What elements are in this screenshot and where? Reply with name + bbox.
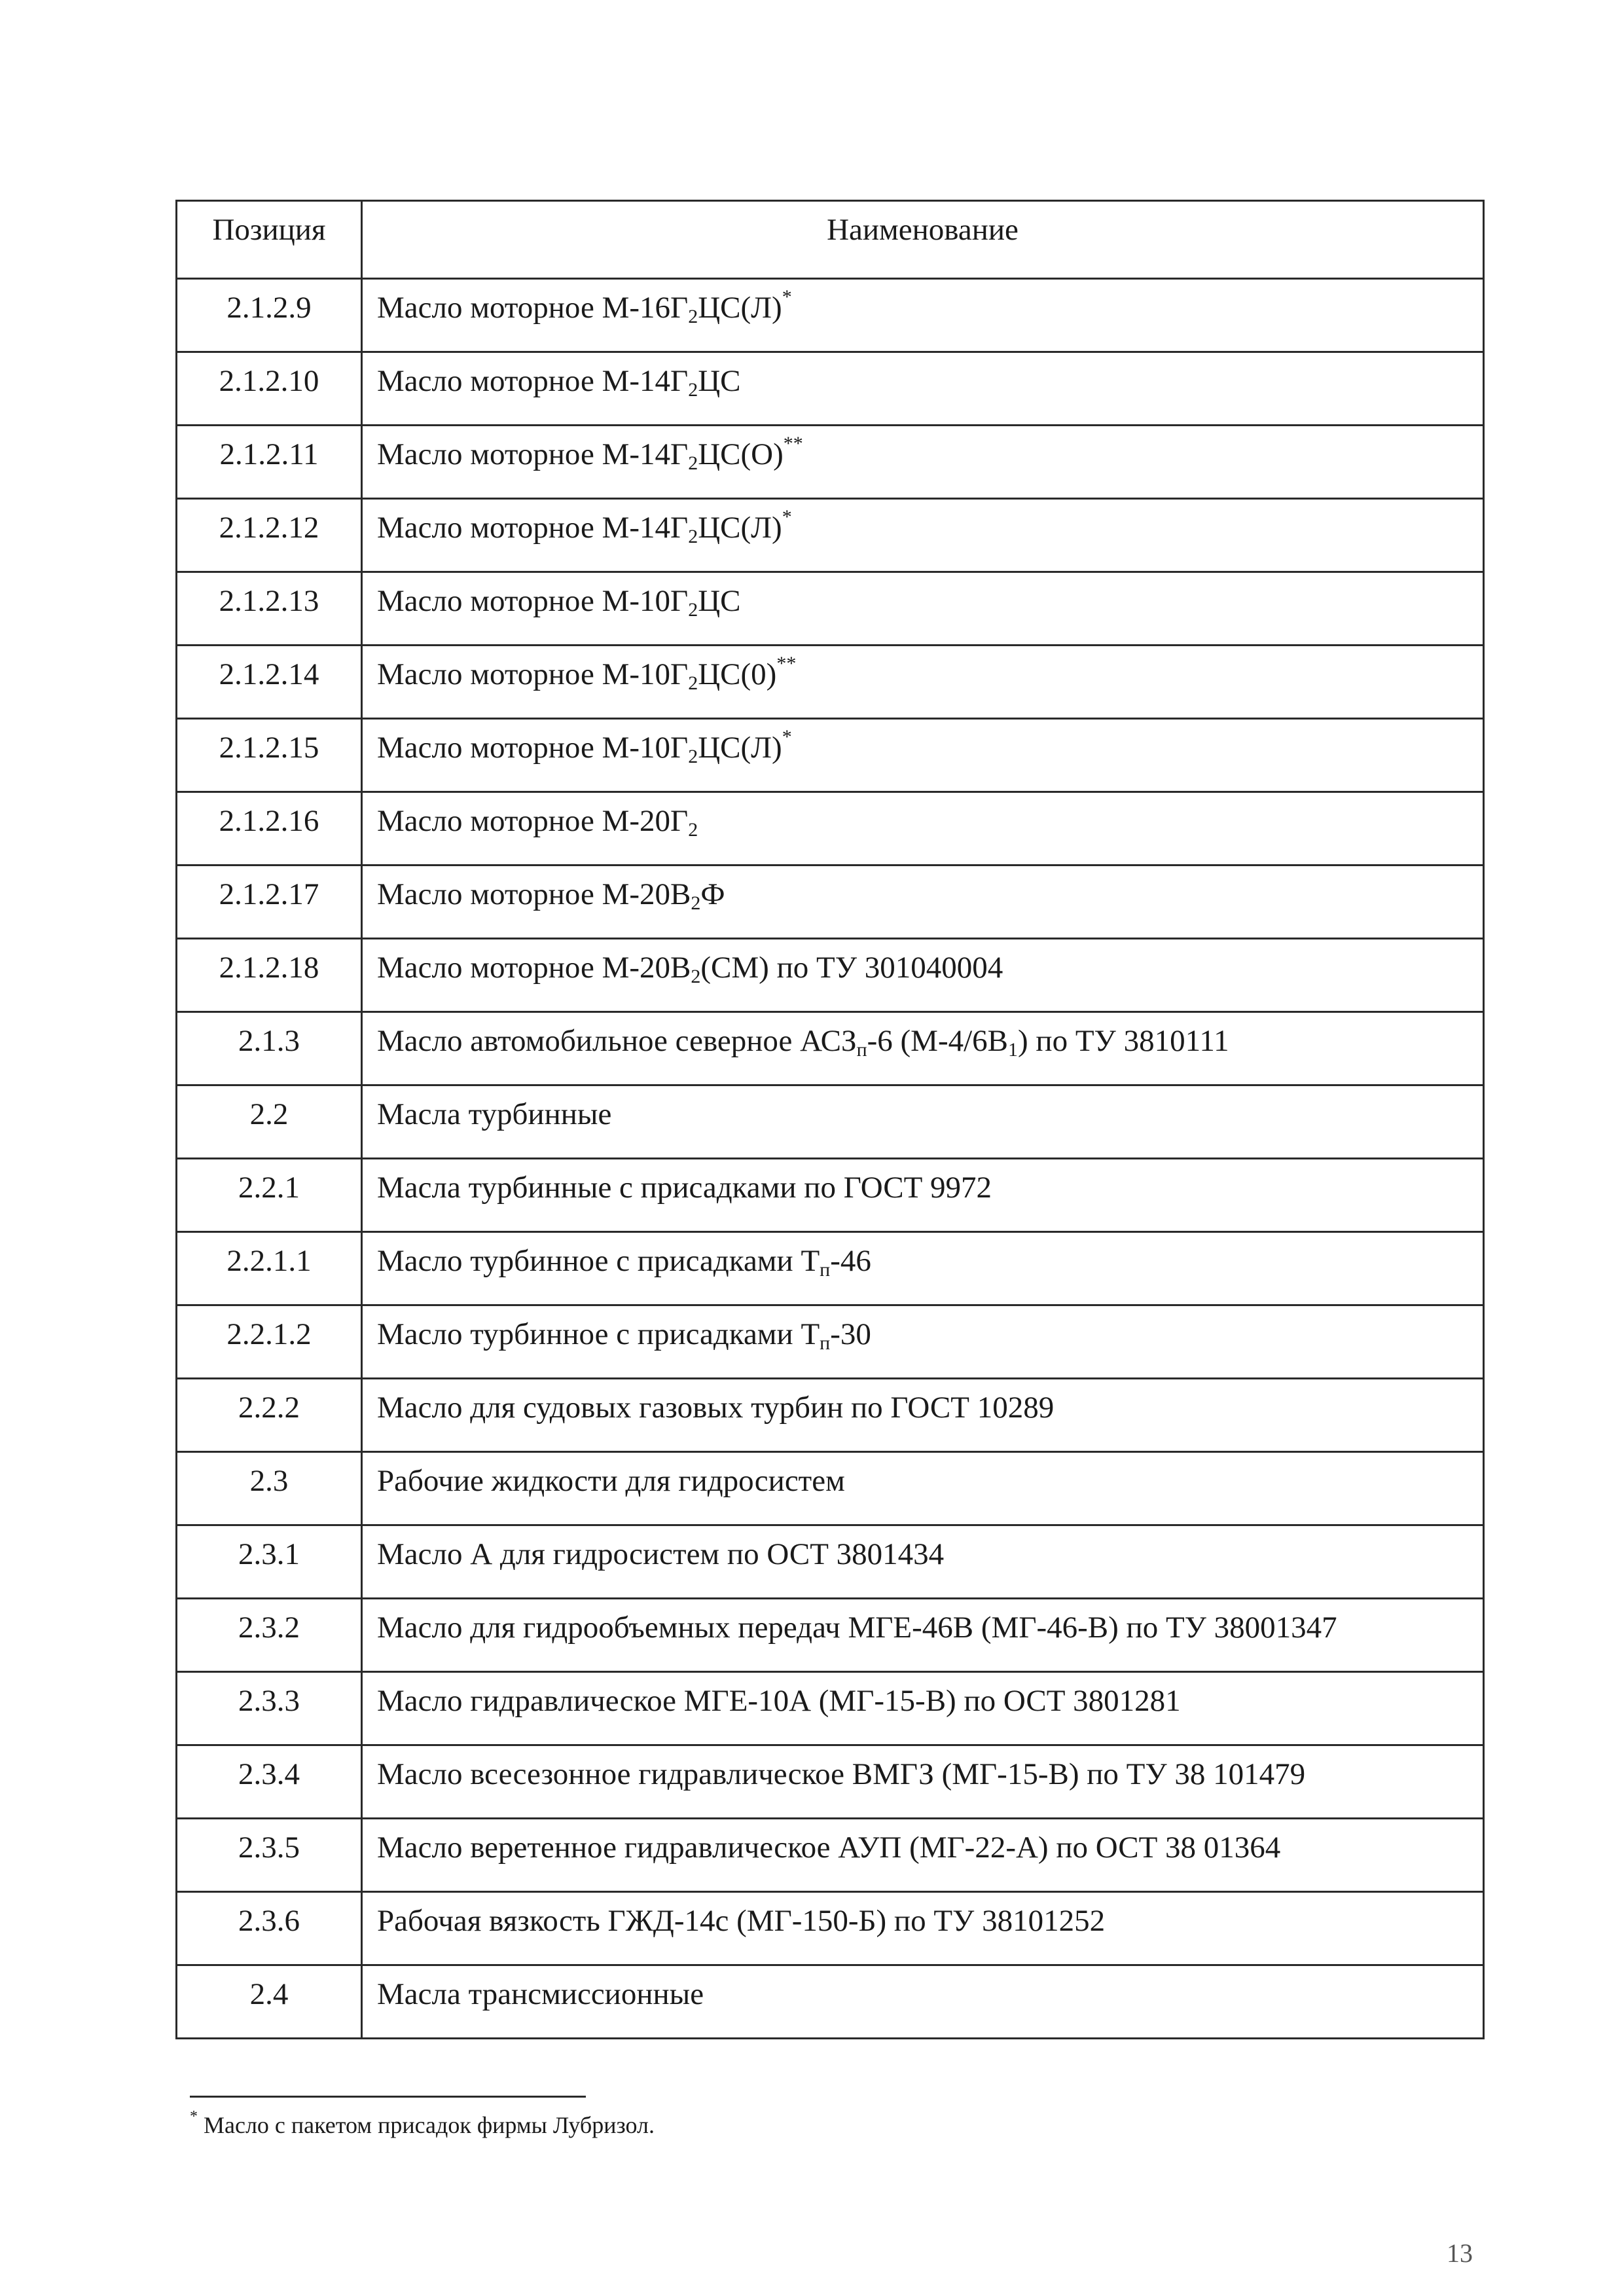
row-position: 2.2.1 <box>177 1159 363 1231</box>
row-name <box>363 1306 1483 1377</box>
name-text: Масло всесезонное гидравлическое ВМГЗ (МГ-15-В) по ТУ 38 101479 <box>377 1757 1306 1791</box>
row-position: 2.1.2.15 <box>177 720 363 791</box>
name-text: Масло моторное М-10Г <box>377 584 689 618</box>
name-text: ЦС(0) <box>698 657 777 691</box>
products-table <box>175 200 1485 2039</box>
row-position: 2.3.4 <box>177 1746 363 1817</box>
footnote <box>190 2108 655 2139</box>
page-number: 13 <box>1447 2238 1473 2268</box>
row-name <box>363 1966 1483 2037</box>
table-row <box>177 424 1483 498</box>
table-row <box>177 1524 1483 1597</box>
name-text: Масло веретенное гидравлическое АУП (МГ-22-А) по ОСТ 38 01364 <box>377 1831 1281 1865</box>
row-position: 2.2.2 <box>177 1379 363 1451</box>
table-row <box>177 791 1483 864</box>
subscript: 2 <box>688 526 698 547</box>
subscript: 2 <box>688 746 698 767</box>
table-row <box>177 498 1483 571</box>
row-name <box>363 280 1483 351</box>
row-name <box>363 1526 1483 1597</box>
row-position: 2.1.2.16 <box>177 793 363 864</box>
table-row <box>177 1304 1483 1377</box>
row-name <box>363 1159 1483 1231</box>
name-text: Масло для гидрообъемных передач МГЕ-46В (МГ-46-В) по ТУ 38001347 <box>377 1611 1337 1645</box>
subscript: 2 <box>688 819 698 841</box>
row-name <box>363 1086 1483 1157</box>
row-position: 2.3.5 <box>177 1819 363 1891</box>
name-text: Масло А для гидросистем по ОСТ 3801434 <box>377 1537 945 1571</box>
column-header-name: Наименование <box>827 213 1019 247</box>
row-position: 2.1.2.14 <box>177 646 363 718</box>
subscript: 2 <box>691 892 701 914</box>
row-position: 2.2.1.1 <box>177 1233 363 1304</box>
row-position: 2.3.2 <box>177 1599 363 1671</box>
table-row <box>177 1817 1483 1891</box>
name-text: Масло моторное М-20Г <box>377 804 689 838</box>
subscript: 2 <box>688 306 698 327</box>
name-text: ЦС(Л) <box>698 291 782 325</box>
table-row <box>177 1671 1483 1744</box>
name-text: Рабочая вязкость ГЖД-14с (МГ-150-Б) по ТУ 38101252 <box>377 1904 1106 1938</box>
name-text: Масло гидравлическое МГЕ-10А (МГ-15-В) по ОСТ 3801281 <box>377 1684 1181 1718</box>
name-text: Масло автомобильное северное АСЗ <box>377 1024 857 1058</box>
name-text: Масло турбинное с присадками Т <box>377 1244 820 1278</box>
row-name <box>363 573 1483 644</box>
subscript: 2 <box>688 452 698 474</box>
row-position: 2.3.6 <box>177 1893 363 1964</box>
subscript: 2 <box>688 379 698 401</box>
row-position: 2.2 <box>177 1086 363 1157</box>
row-name <box>363 353 1483 424</box>
footnote-ref: * <box>782 506 792 528</box>
footnote-text: Масло с пакетом присадок фирмы Лубризол. <box>204 2112 655 2138</box>
subscript: 2 <box>688 672 698 694</box>
row-position: 2.1.2.18 <box>177 939 363 1011</box>
row-position: 2.3 <box>177 1453 363 1524</box>
name-text: Масло моторное М-14Г <box>377 437 689 471</box>
row-name <box>363 1233 1483 1304</box>
name-text: Масло моторное М-14Г <box>377 364 689 398</box>
table-row <box>177 938 1483 1011</box>
name-text: Масла турбинные с присадками по ГОСТ 9972 <box>377 1171 992 1205</box>
subscript: 2 <box>691 966 701 987</box>
name-text: ЦС <box>698 584 741 618</box>
name-text: ЦС <box>698 364 741 398</box>
row-name <box>363 1746 1483 1817</box>
table-row <box>177 1891 1483 1964</box>
name-text: -6 (М-4/6В <box>867 1024 1009 1058</box>
row-position: 2.1.2.12 <box>177 500 363 571</box>
table-row <box>177 1084 1483 1157</box>
footnote-ref: ** <box>783 433 803 454</box>
name-text: -46 <box>830 1244 871 1278</box>
table-row <box>177 718 1483 791</box>
name-text: ЦС(Л) <box>698 731 782 765</box>
row-name <box>363 500 1483 571</box>
row-name <box>363 1013 1483 1084</box>
subscript: 1 <box>1008 1039 1019 1061</box>
row-position: 2.1.2.17 <box>177 866 363 938</box>
footnote-ref: * <box>782 726 792 748</box>
name-text: ) по ТУ 3810111 <box>1018 1024 1229 1058</box>
row-name <box>363 866 1483 938</box>
row-name <box>363 426 1483 498</box>
subscript: п <box>820 1259 831 1281</box>
row-name <box>363 1819 1483 1891</box>
row-name <box>363 939 1483 1011</box>
footnote-ref: * <box>782 286 792 308</box>
row-position: 2.1.2.13 <box>177 573 363 644</box>
name-text: -30 <box>830 1317 871 1351</box>
row-name <box>363 720 1483 791</box>
row-position: 2.4 <box>177 1966 363 2037</box>
name-text: Масло для судовых газовых турбин по ГОСТ 10289 <box>377 1391 1055 1425</box>
column-header-position: Позиция <box>177 202 363 278</box>
name-text: Масло моторное М-10Г <box>377 731 689 765</box>
table-row <box>177 278 1483 351</box>
table-row <box>177 1451 1483 1524</box>
row-position: 2.1.2.10 <box>177 353 363 424</box>
name-text: Масло турбинное с присадками Т <box>377 1317 820 1351</box>
table-row <box>177 644 1483 718</box>
table-row <box>177 864 1483 938</box>
name-text: Масла турбинные <box>377 1097 612 1131</box>
subscript: п <box>856 1039 867 1061</box>
table-row <box>177 1964 1483 2037</box>
row-name <box>363 793 1483 864</box>
table-row <box>177 571 1483 644</box>
row-name <box>363 1453 1483 1524</box>
name-text: Масла трансмиссионные <box>377 1977 704 2011</box>
row-name <box>363 1673 1483 1744</box>
footnote-mark: * <box>190 2108 198 2125</box>
table-row <box>177 1377 1483 1451</box>
table-row <box>177 1011 1483 1084</box>
row-name <box>363 646 1483 718</box>
table-row <box>177 1744 1483 1817</box>
footnote-ref: ** <box>776 653 797 674</box>
row-position: 2.1.2.11 <box>177 426 363 498</box>
table-row <box>177 1231 1483 1304</box>
name-text: (СМ) по ТУ 301040004 <box>700 951 1003 985</box>
name-text: Масло моторное М-16Г <box>377 291 689 325</box>
footnote-separator <box>190 2096 586 2098</box>
row-position: 2.2.1.2 <box>177 1306 363 1377</box>
table-row <box>177 1597 1483 1671</box>
name-text: ЦС(О) <box>698 437 784 471</box>
row-name <box>363 1599 1483 1671</box>
name-text: Масло моторное М-14Г <box>377 511 689 545</box>
table-row <box>177 1157 1483 1231</box>
row-position: 2.3.1 <box>177 1526 363 1597</box>
name-text: ЦС(Л) <box>698 511 782 545</box>
name-text: Масло моторное М-20В <box>377 877 691 911</box>
name-text: Ф <box>700 877 725 911</box>
subscript: 2 <box>688 599 698 621</box>
row-name <box>363 1893 1483 1964</box>
name-text: Масло моторное М-20В <box>377 951 691 985</box>
name-text: Масло моторное М-10Г <box>377 657 689 691</box>
row-position: 2.3.3 <box>177 1673 363 1744</box>
table-header-row <box>177 202 1483 278</box>
row-name <box>363 1379 1483 1451</box>
row-position: 2.1.3 <box>177 1013 363 1084</box>
table-row <box>177 351 1483 424</box>
name-text: Рабочие жидкости для гидросистем <box>377 1464 845 1498</box>
row-position: 2.1.2.9 <box>177 280 363 351</box>
subscript: п <box>820 1332 831 1354</box>
